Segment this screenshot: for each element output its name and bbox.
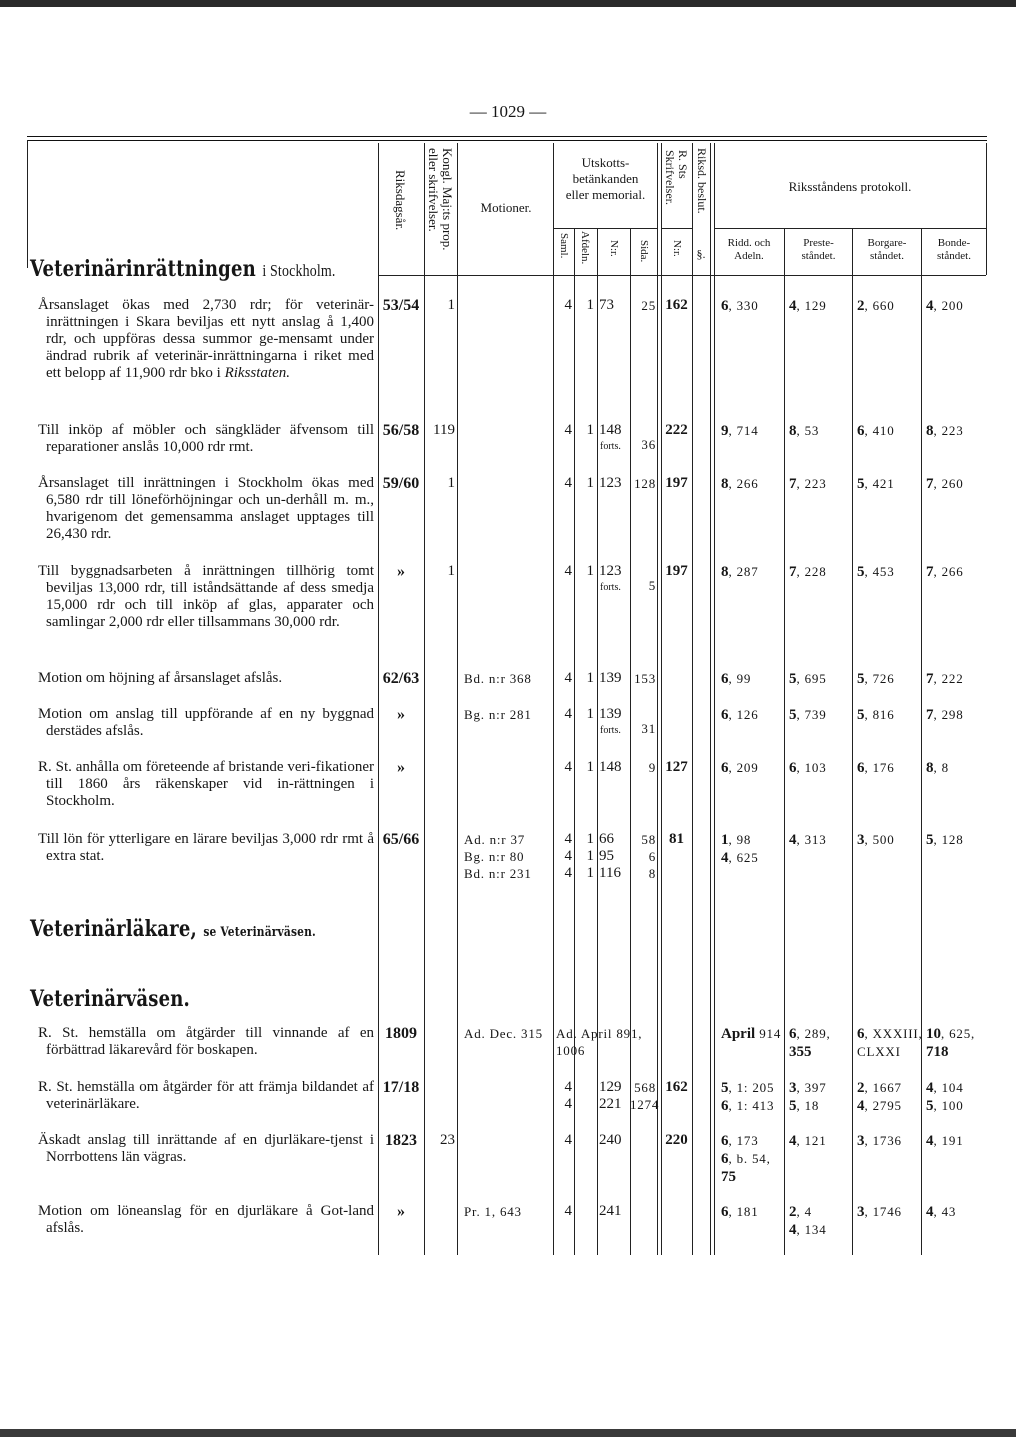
section-subtitle: i Stockholm. — [262, 261, 336, 280]
row-description-text: Till inköp af möbler och sängkläder äfvensom till reparationer anslås 10,000 rdr rmt. — [38, 422, 374, 455]
cell-rst: 197 — [665, 563, 688, 579]
scan-top-border — [0, 0, 1016, 7]
col-header-ridd: Ridd. och Adeln. — [727, 237, 771, 262]
col-header-afdeln: Afdeln. — [579, 231, 591, 265]
cell-borg: 3, 1736 — [857, 1133, 902, 1149]
cell-saml: 4 — [564, 670, 572, 686]
row-description-text: Motion om löneanslag för en djurläkare å Got-land afslås. — [38, 1203, 374, 1236]
cell-prest: 7, 223 — [789, 476, 827, 492]
cell-nr: 139 — [599, 706, 622, 722]
cell-nr: 241 — [599, 1203, 622, 1219]
cell-sida: 58 6 8 — [641, 832, 656, 881]
cell-year: » — [397, 563, 405, 580]
section-subtitle: se Veterinärväsen. — [203, 925, 316, 940]
cell-prest: 7, 228 — [789, 564, 827, 580]
row-description — [38, 1079, 374, 1113]
cell-ridd: April 914 — [721, 1026, 782, 1042]
cell-year: » — [397, 759, 405, 776]
cell-rst: 127 — [665, 759, 688, 775]
cell-prest: 4, 129 — [789, 298, 827, 314]
cell-afd: 1 — [586, 759, 594, 775]
cell-saml: 4 — [564, 759, 572, 775]
cell-year: 56/58 — [382, 422, 420, 439]
cell-afd: 1 — [586, 563, 594, 579]
col-header-kongl-prop: Kongl. Maj:ts prop. eller skrifvelser. — [426, 148, 455, 251]
cell-motion: Bd. n:r 368 — [464, 671, 532, 686]
cell-saml: 4 — [564, 1132, 572, 1148]
row-description — [38, 831, 374, 865]
cell-rst: 162 — [665, 1079, 688, 1095]
cell-prest: 6, 289, 355 — [789, 1026, 831, 1060]
cell-borg: 6, 176 — [857, 760, 895, 776]
cell-saml: 4 — [564, 297, 572, 313]
col-header-motioner: Motioner. — [480, 200, 532, 215]
col-header-protokoll: Riksståndens protokoll. — [788, 179, 912, 194]
cell-borg: 5, 453 — [857, 564, 895, 580]
cell-prop: 1 — [447, 563, 455, 579]
col-header-sida: Sida. — [638, 240, 650, 263]
col-header-riksd-beslut: Riksd. beslut. — [695, 148, 709, 214]
cell-prest: 5, 695 — [789, 671, 827, 687]
cell-sida: 9 — [648, 760, 656, 775]
row-description — [38, 1203, 374, 1237]
cell-bonde: 8, 8 — [926, 760, 949, 776]
cell-sida: 153 — [634, 671, 656, 686]
cell-ridd: 9, 714 — [721, 423, 759, 439]
cell-bonde: 7, 260 — [926, 476, 964, 492]
cell-ridd: 5, 1: 205 6, 1: 413 — [721, 1080, 775, 1114]
row-description — [38, 706, 374, 740]
cell-prest: 8, 53 — [789, 423, 820, 439]
cell-year: 53/54 — [382, 297, 420, 314]
cell-afd: 1 — [586, 706, 594, 722]
col-header-r-sts: R. Sts Skrifvelser. — [663, 150, 690, 205]
cell-year: 65/66 — [382, 831, 420, 848]
cell-prop: 1 — [447, 475, 455, 491]
section-heading-veterinarvasen — [30, 986, 190, 1012]
row-description-text: R. St. anhålla om företeende af bristande veri-fikationer till 1860 års räkenskaper vid in-rättningen i Stockholm. — [38, 759, 374, 809]
section-heading-veterinarinrattningen — [30, 256, 336, 282]
row-description-text: Årsanslaget till inrättningen i Stockholm ökas med 6,580 rdr till löneförhöjningar och un-derhåll m. m., hvarigenom det gemensamma anslaget upptages till 26,430 rdr. — [38, 475, 374, 542]
cell-bonde: 4, 191 — [926, 1133, 964, 1149]
header-rule — [27, 136, 987, 137]
cell-bonde: 7, 222 — [926, 671, 964, 687]
cell-prest: 4, 313 — [789, 832, 827, 848]
col-header-preste: Preste- ståndet. — [801, 237, 836, 262]
page-number: — 1029 — — [469, 102, 547, 121]
cell-afd: 1 — [586, 297, 594, 313]
row-description — [38, 1025, 374, 1059]
cell-afd: 1 — [586, 475, 594, 491]
row-description — [38, 1132, 374, 1166]
cell-ridd: 6, 209 — [721, 760, 759, 776]
cell-ridd: 6, 330 — [721, 298, 759, 314]
row-description — [38, 670, 374, 687]
cell-bonde: 4, 43 — [926, 1204, 957, 1220]
row-description-text: Till byggnadsarbeten å inrättningen tillhörig tomt beviljas 13,000 rdr, till iståndsättande af dess smedja 15,000 rdr och till inköp af glas, apparater och samlingar 2,000 rdr eller tillsammans 30,000 rdr. — [38, 563, 374, 630]
col-header-paragraf: §. — [696, 247, 706, 261]
cell-prop: 119 — [433, 422, 455, 438]
cell-borg: 3, 500 — [857, 832, 895, 848]
cell-motion: Ad. Dec. 315 — [464, 1026, 543, 1041]
cell-saml: 4 — [564, 475, 572, 491]
cell-nr: 123 — [599, 475, 622, 491]
row-description-text: R. St. hemställa om åtgärder till vinnande af en förbättrad läkarevård för boskapen. — [38, 1025, 374, 1058]
cell-year: » — [397, 1203, 405, 1220]
cell-borg: 5, 726 — [857, 671, 895, 687]
cell-ridd: 8, 266 — [721, 476, 759, 492]
cell-sida: 25 — [641, 298, 656, 313]
cell-bonde: 7, 266 — [926, 564, 964, 580]
cell-nr: 66 95 116 — [599, 831, 621, 881]
cell-nr: 73 — [599, 297, 614, 313]
cell-bonde: 4, 200 — [926, 298, 964, 314]
row-description — [38, 475, 374, 543]
cell-ridd: 6, 181 — [721, 1204, 759, 1220]
col-header-utskotts: Utskotts- betänkanden eller memorial. — [565, 155, 646, 202]
row-description-text: Motion om höjning af årsanslaget afslås. — [38, 670, 283, 686]
cell-borg: 2, 660 — [857, 298, 895, 314]
row-description-text: Äskadt anslag till inrättande af en djurläkare-tjenst i Norrbottens län vägras. — [38, 1132, 374, 1165]
cell-prest: 4, 121 — [789, 1133, 827, 1149]
section-title: Veterinärväsen. — [30, 986, 190, 1012]
cell-ridd: 6, 173 6, b. 54, 75 — [721, 1133, 771, 1185]
cell-rst: 197 — [665, 475, 688, 491]
cell-prest: 2, 4 4, 134 — [789, 1204, 827, 1238]
row-description-text: Motion om anslag till uppförande af en ny byggnad derstädes afslås. — [38, 706, 374, 739]
cell-sida: 5 — [648, 578, 656, 593]
cell-bonde: 4, 104 5, 100 — [926, 1080, 964, 1114]
cell-rst: 81 — [669, 831, 684, 847]
cell-year: » — [397, 706, 405, 723]
cell-nr: 148 — [599, 422, 622, 438]
cell-rst: 222 — [665, 422, 688, 438]
cell-sida: 36 — [641, 437, 656, 452]
cell-utsk: Ad. April 891, 1006 — [556, 1026, 643, 1058]
cell-nr: 148 — [599, 759, 622, 775]
cell-nr: 139 — [599, 670, 622, 686]
cell-motion: Bg. n:r 281 — [464, 707, 532, 722]
cell-rst: 220 — [665, 1132, 688, 1148]
cell-sida: 31 — [641, 721, 656, 736]
cell-ridd: 8, 287 — [721, 564, 759, 580]
cell-saml: 4 4 — [564, 1079, 572, 1112]
cell-ridd: 6, 99 — [721, 671, 752, 687]
cell-year: 59/60 — [382, 475, 420, 492]
cell-nr-note: forts. — [600, 725, 621, 736]
cell-bonde: 10, 625, 718 — [926, 1026, 976, 1060]
cell-year: 1809 — [385, 1025, 417, 1042]
row-description — [38, 297, 374, 382]
cell-borg: 5, 421 — [857, 476, 895, 492]
cell-saml: 4 — [564, 1203, 572, 1219]
cell-prop: 23 — [440, 1132, 455, 1148]
row-description — [38, 422, 374, 456]
cell-sida: 128 — [634, 476, 656, 491]
cell-year: 1823 — [385, 1132, 417, 1149]
cell-nr: 129 221 — [599, 1079, 622, 1112]
col-header-nr: N:r. — [608, 240, 620, 257]
cell-afd: 1 — [586, 422, 594, 438]
cell-nr-note: forts. — [600, 582, 621, 593]
cell-ridd: 6, 126 — [721, 707, 759, 723]
cell-bonde: 7, 298 — [926, 707, 964, 723]
row-description — [38, 563, 374, 631]
cell-afd: 1 1 1 — [586, 831, 594, 881]
col-header-bonde: Bonde- ståndet. — [937, 237, 971, 262]
section-title: Veterinärläkare, — [30, 916, 197, 942]
cell-borg: 6, XXXIII, CLXXI — [857, 1026, 923, 1059]
cell-borg: 3, 1746 — [857, 1204, 902, 1220]
cell-prest: 5, 739 — [789, 707, 827, 723]
col-header-borgare: Borgare- ståndet. — [867, 237, 907, 262]
section-title: Veterinärinrättningen — [30, 256, 256, 282]
cell-saml: 4 — [564, 422, 572, 438]
cell-bonde: 5, 128 — [926, 832, 964, 848]
row-description — [38, 759, 374, 810]
cell-year: 17/18 — [382, 1079, 420, 1096]
cell-nr: 123 — [599, 563, 622, 579]
row-description-text: Årsanslaget ökas med 2,730 rdr; för veterinär-inrättningen i Skara beviljas ett nytt anslag å 1,400 rdr, och uppföras dessa summor ge-mensamt under ändrad rubrik af veterinär-inrättningarna i riket med ett belopp af 11,900 rdr bko i Riksstaten. — [38, 297, 374, 381]
col-header-riksdagsar: Riksdagsår. — [393, 170, 408, 231]
cell-borg: 5, 816 — [857, 707, 895, 723]
cell-bonde: 8, 223 — [926, 423, 964, 439]
cell-motion: Pr. 1, 643 — [464, 1204, 522, 1219]
cell-saml: 4 — [564, 706, 572, 722]
row-description-text: R. St. hemställa om åtgärder för att främja bildandet af veterinärläkare. — [38, 1079, 374, 1112]
header-rule-inner — [27, 140, 987, 141]
row-description-italic: Riksstaten. — [224, 365, 290, 381]
scan-bottom-border — [0, 1429, 1016, 1437]
cell-sida: 568 1274 — [630, 1080, 660, 1112]
cell-year: 62/63 — [382, 670, 420, 687]
cell-ridd: 1, 98 4, 625 — [721, 832, 759, 866]
cell-saml: 4 4 4 — [564, 831, 572, 881]
cell-saml: 4 — [564, 563, 572, 579]
col-header-r-sts-nr: N:r. — [671, 240, 683, 257]
cell-prop: 1 — [447, 297, 455, 313]
cell-borg: 6, 410 — [857, 423, 895, 439]
cell-borg: 2, 1667 4, 2795 — [857, 1080, 902, 1114]
cell-motion: Ad. n:r 37 Bg. n:r 80 Bd. n:r 231 — [464, 832, 532, 881]
cell-nr-note: forts. — [600, 441, 621, 452]
row-description-text: Till lön för ytterligare en lärare beviljas 3,000 rdr rmt å extra stat. — [38, 831, 374, 864]
cell-afd: 1 — [586, 670, 594, 686]
cell-rst: 162 — [665, 297, 688, 313]
cell-prest: 6, 103 — [789, 760, 827, 776]
cell-prest: 3, 397 5, 18 — [789, 1080, 827, 1114]
section-heading-veterinarlakare — [30, 916, 316, 942]
col-header-saml: Saml. — [558, 233, 570, 259]
cell-nr: 240 — [599, 1132, 622, 1148]
